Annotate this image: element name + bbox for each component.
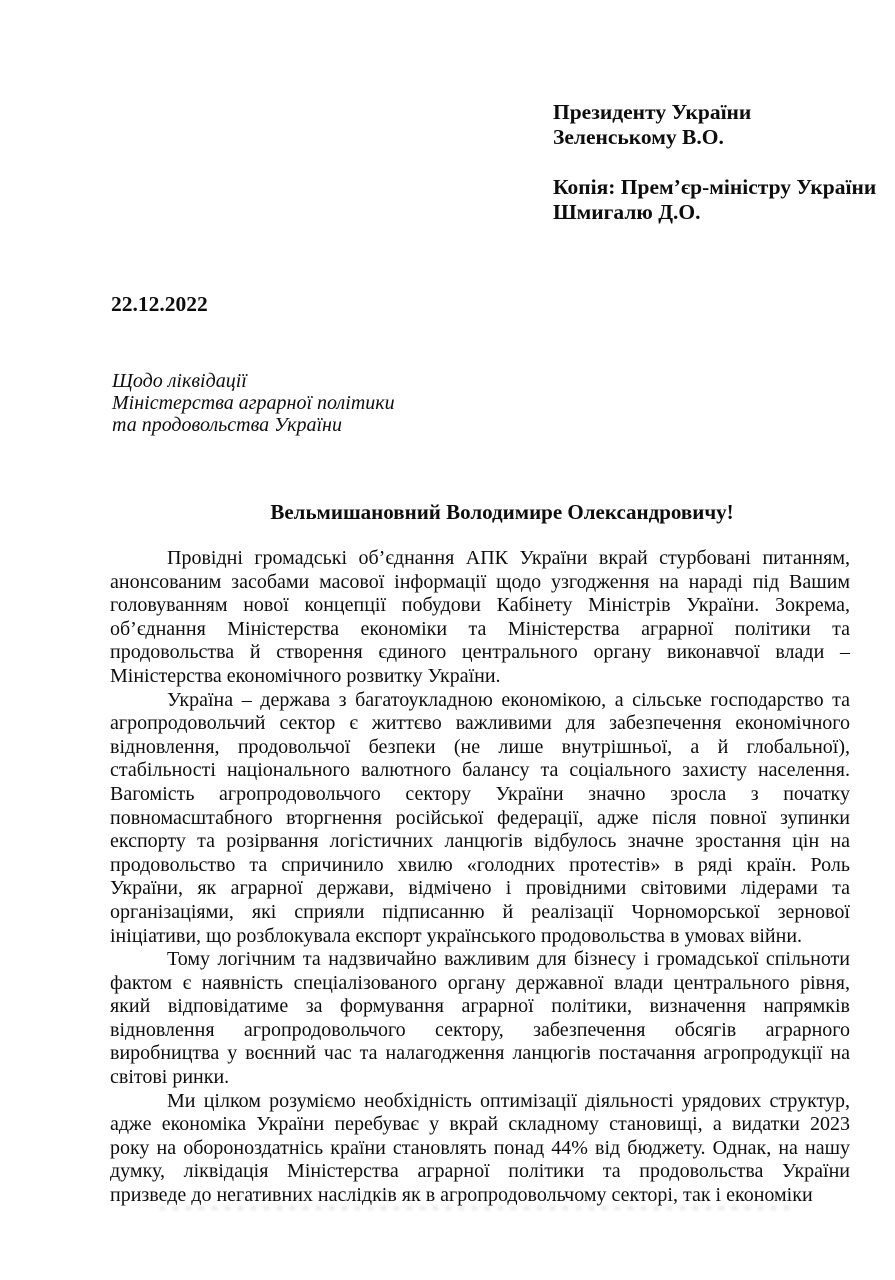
recipient-line: Президенту України	[553, 100, 752, 124]
recipient-line: Копія: Прем’єр-міністру України	[553, 175, 877, 199]
letter-body	[110, 547, 850, 1208]
body-line: головуванням нової концепції побудови Кабінету Міністрів України. Зокрема,	[110, 594, 850, 617]
body-line: Вагомість агропродовольчого сектору України значно зросла з початку	[110, 782, 850, 805]
subject-line: та продовольства України	[112, 413, 342, 436]
paragraph	[110, 689, 850, 949]
body-line: організаціями, які сприяли підписанню й реалізації Чорноморської зернової	[110, 900, 850, 923]
body-line: експорту та розірвання логістичних ланцюгів відбулось значне зростання цін на	[110, 830, 850, 853]
paragraph	[110, 948, 850, 1090]
body-line: Тому логічним та надзвичайно важливим для бізнесу і громадської спільноти	[167, 948, 850, 971]
body-line: ініціативи, що розблокувала експорт українського продовольства в умовах війни.	[110, 924, 803, 947]
body-line: який відповідатиме за формування аграрної політики, визначення напрямків	[110, 995, 850, 1018]
recipient-line	[553, 150, 876, 175]
letter-date: 22.12.2022	[111, 292, 208, 316]
body-line: Міністерства економічного розвитку України.	[110, 664, 501, 687]
body-line: виробництва у воєнний час та налагодження ланцюгів постачання агропродукції на	[110, 1042, 850, 1065]
body-line: адже економіка України перебуває у вкрай складному становищі, а видатки 2023	[110, 1113, 850, 1136]
body-line: призведе до негативних наслідків як в агропродовольчому секторі, так і економіки	[110, 1184, 813, 1207]
body-line: стабільності національного валютного балансу та соціального захисту населення.	[110, 759, 850, 782]
paragraph	[110, 1090, 850, 1208]
subject-line: Щодо ліквідації	[112, 370, 247, 392]
scan-cutoff-artifact	[160, 1206, 790, 1210]
body-line: Провідні громадські об’єднання АПК України вкрай стурбовані питанням,	[167, 547, 850, 569]
recipient-line: Зеленському В.О.	[553, 125, 724, 149]
body-line: фактом є наявність спеціалізованого органу державної влади центрального рівня,	[110, 971, 850, 994]
body-line: року на обороноздатнісь країни становлять понад 44% від бюджету. Однак, на нашу	[110, 1136, 850, 1159]
body-line: України, як аграрної держави, відмічено і провідними світовими лідерами та	[110, 877, 850, 900]
body-line: повномасштабного вторгнення російської федерації, адже після повної зупинки	[110, 806, 850, 829]
body-line: відновлення, продовольчої безпеки (не лише внутрішньої, а й глобальної),	[110, 735, 850, 758]
body-line: об’єднання Міністерства економіки та Міністерства аграрної політики та	[110, 617, 850, 640]
recipient-block	[553, 100, 876, 225]
recipient-line: Шмигалю Д.О.	[553, 200, 701, 224]
subject-line: Міністерства аграрної політики	[112, 391, 395, 414]
body-line: агропродовольчий сектор є життєво важливими для забезпечення економічного	[110, 712, 850, 735]
body-line: світові ринки.	[110, 1066, 230, 1089]
salutation: Вельмишановний Володимире Олександровичу!	[270, 500, 734, 524]
subject-block	[112, 371, 395, 436]
body-line: думку, ліквідація Міністерства аграрної політики та продовольства України	[110, 1160, 850, 1183]
body-line: продовольства й створення єдиного центрального органу виконавчої влади –	[110, 641, 850, 664]
body-line: Україна – держава з багатоукладною економікою, а сільське господарство та	[167, 688, 850, 711]
body-line: продовольство та спричинило хвилю «голодних протестів» в ряді країн. Роль	[110, 853, 850, 876]
body-line: Ми цілком розуміємо необхідність оптимізації діяльності урядових структур,	[167, 1089, 850, 1112]
body-line: анонсованим засобами масової інформації щодо узгодження на нараді під Вашим	[110, 570, 850, 593]
body-line: відновлення агропродовольчого сектору, забезпечення обсягів аграрного	[110, 1018, 850, 1041]
paragraph	[110, 547, 850, 689]
